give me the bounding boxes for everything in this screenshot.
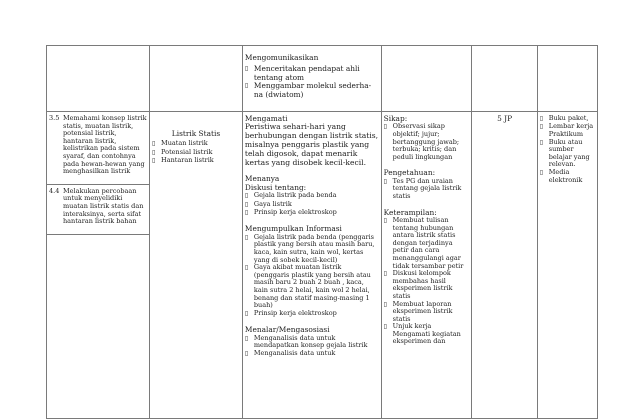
section-heading-pengetahuan: Pengetahuan: <box>383 168 436 178</box>
cell-sumber-belajar <box>537 112 597 419</box>
cell-empty <box>150 46 243 112</box>
cell-kompetensi-dasar <box>47 112 150 419</box>
checkbox-icon: ▯ <box>244 233 249 241</box>
kd-item: 4.4 Melakukan percobaan untuk menyelidiki muatan listrik statis dan interaksinya, serta sifat hantaran listrik bahan <box>47 184 149 235</box>
keterampilan-list <box>384 217 470 346</box>
cell-penilaian <box>381 112 472 419</box>
pengetahuan-list <box>384 178 470 201</box>
checkbox-icon: ▯ <box>152 148 156 156</box>
section-heading-mengamati: Mengamati <box>244 114 288 123</box>
checkbox-icon: ▯ <box>539 123 544 131</box>
checkbox-icon: ▯ <box>539 168 544 176</box>
list-item: ▯ Buku atau sumber belajar yang relevan. <box>539 137 590 169</box>
materi-list <box>152 140 240 165</box>
list-item: ▯ Prinsip kerja elektroskop <box>244 308 337 317</box>
cell-empty <box>381 46 472 112</box>
list-item: ▯ Lembar kerja Praktikum <box>539 122 594 138</box>
sumber-list <box>540 115 595 184</box>
list-item: ▯ Gaya akibat muatan listrik (penggaris plastik yang bersih atau masih baru 2 buah 2 buah , kaca, kain sutra 2 helai, kain wol 2 helai, benang dan statif masing-masing 1 buah) <box>244 263 371 310</box>
list-item: ▯ Potensial listrik <box>152 147 213 156</box>
table-row-main <box>47 112 598 419</box>
list-item: ▯ Gaya listrik <box>244 199 292 208</box>
checkbox-icon: ▯ <box>244 334 249 342</box>
materi-title: Listrik Statis <box>171 129 221 138</box>
list-item: ▯ Unjuk kerja Mengamati kegiatan eksperimen dan <box>383 322 461 346</box>
list-item: ▯ Observasi sikap objektif; jujur; bertanggung jawab; terbuka; kritis; dan peduli lingkungan <box>383 122 460 161</box>
list-item: ▯ Diskusi kelompok membahas hasil eksperimen listrik statis <box>383 269 453 300</box>
list-item: ▯ Menganalisis data untuk <box>244 348 336 357</box>
mengomunikasikan-list <box>245 65 379 99</box>
list-item: ▯ Membuat tulisan tentang hubungan antara listrik statis dengan terjadinya petir dan cara menanggulangi agar tidak tersambar petir <box>383 215 464 270</box>
checkbox-icon: ▯ <box>244 82 249 90</box>
list-item: ▯ Media elektronik <box>539 167 583 184</box>
cell-materi <box>150 112 243 419</box>
checkbox-icon: ▯ <box>152 140 156 148</box>
checkbox-icon: ▯ <box>539 138 544 146</box>
checkbox-icon: ▯ <box>383 300 387 308</box>
syllabus-table <box>46 45 598 419</box>
table-row-top <box>47 46 598 112</box>
checkbox-icon: ▯ <box>244 349 249 357</box>
list-item: ▯ Gejala listrik pada benda <box>244 191 337 200</box>
checkbox-icon: ▯ <box>152 157 156 165</box>
section-heading-menalar: Menalar/Mengasosiasi <box>244 325 330 335</box>
list-item: ▯ Buku paket, <box>539 114 589 122</box>
mengamati-text: Peristiwa sehari-hari yang berhubungan dengan listrik statis, misalnya penggaris plastik yang telah digosok, dapat menarik kertas yang disobek kecil-kecil. <box>244 122 379 167</box>
checkbox-icon: ▯ <box>244 309 249 317</box>
cell-alokasi-waktu <box>472 112 537 419</box>
cell-empty <box>472 46 537 112</box>
section-heading-mengomunikasikan: Mengomunikasikan <box>244 53 319 62</box>
list-item: ▯ Muatan listrik <box>152 139 208 148</box>
checkbox-icon: ▯ <box>383 216 387 224</box>
cell-empty <box>537 46 597 112</box>
list-item: ▯ Hantaran listrik <box>152 156 214 165</box>
section-heading-sikap: Sikap: <box>383 114 408 123</box>
alokasi-waktu-value: 5 JP <box>497 114 513 123</box>
checkbox-icon: ▯ <box>539 115 544 122</box>
checkbox-icon: ▯ <box>244 65 249 73</box>
checkbox-icon: ▯ <box>383 123 387 131</box>
checkbox-icon: ▯ <box>244 200 249 208</box>
section-heading-mengumpulkan: Mengumpulkan Informasi <box>244 224 342 234</box>
list-item: ▯ Menggambar molekul sederha-na (dwiatom) <box>244 81 372 99</box>
menanya-list <box>245 192 379 217</box>
list-item: ▯ Menganalisis data untuk mendapatkan konsep gejala listrik <box>244 333 368 350</box>
checkbox-icon: ▯ <box>244 209 249 217</box>
checkbox-icon: ▯ <box>383 270 387 278</box>
list-item: ▯ Membuat laporan eksperimen listrik statis <box>383 299 453 323</box>
list-item: ▯ Tes PG dan uraian tentang gejala listrik statis <box>383 176 462 200</box>
checkbox-icon: ▯ <box>383 177 387 185</box>
menalar-list <box>245 335 379 359</box>
section-heading-keterampilan: Keterampilan: <box>383 207 437 217</box>
list-item: ▯ Prinsip kerja elektroskop <box>244 208 337 217</box>
sikap-list <box>384 123 470 161</box>
list-item: ▯ Menceritakan pendapat ahli tentang atom <box>244 64 360 82</box>
mengumpulkan-list <box>245 234 379 318</box>
list-item: ▯ Gejala listrik pada benda (penggaris plastik yang bersih atau masih baru, kaca, kain sutra, kain wol, kertas yang di sobek kecil-kecil) <box>244 232 375 264</box>
cell-pembelajaran <box>242 112 381 419</box>
cell-mengomunikasikan <box>242 46 381 112</box>
checkbox-icon: ▯ <box>244 264 249 272</box>
section-heading-menanya: Menanya <box>244 174 280 184</box>
kd-item: 3.5 Memahami konsep listrik statis, muatan listrik, potensial listrik, hantaran listrik, kelistrikan pada sistem syaraf, dan contohnya pada hewan-hewan yang menghasilkan listrik <box>49 114 147 176</box>
menanya-subheading: Diskusi tentang: <box>244 182 307 192</box>
cell-empty <box>47 46 150 112</box>
checkbox-icon: ▯ <box>244 192 249 200</box>
checkbox-icon: ▯ <box>383 323 387 331</box>
